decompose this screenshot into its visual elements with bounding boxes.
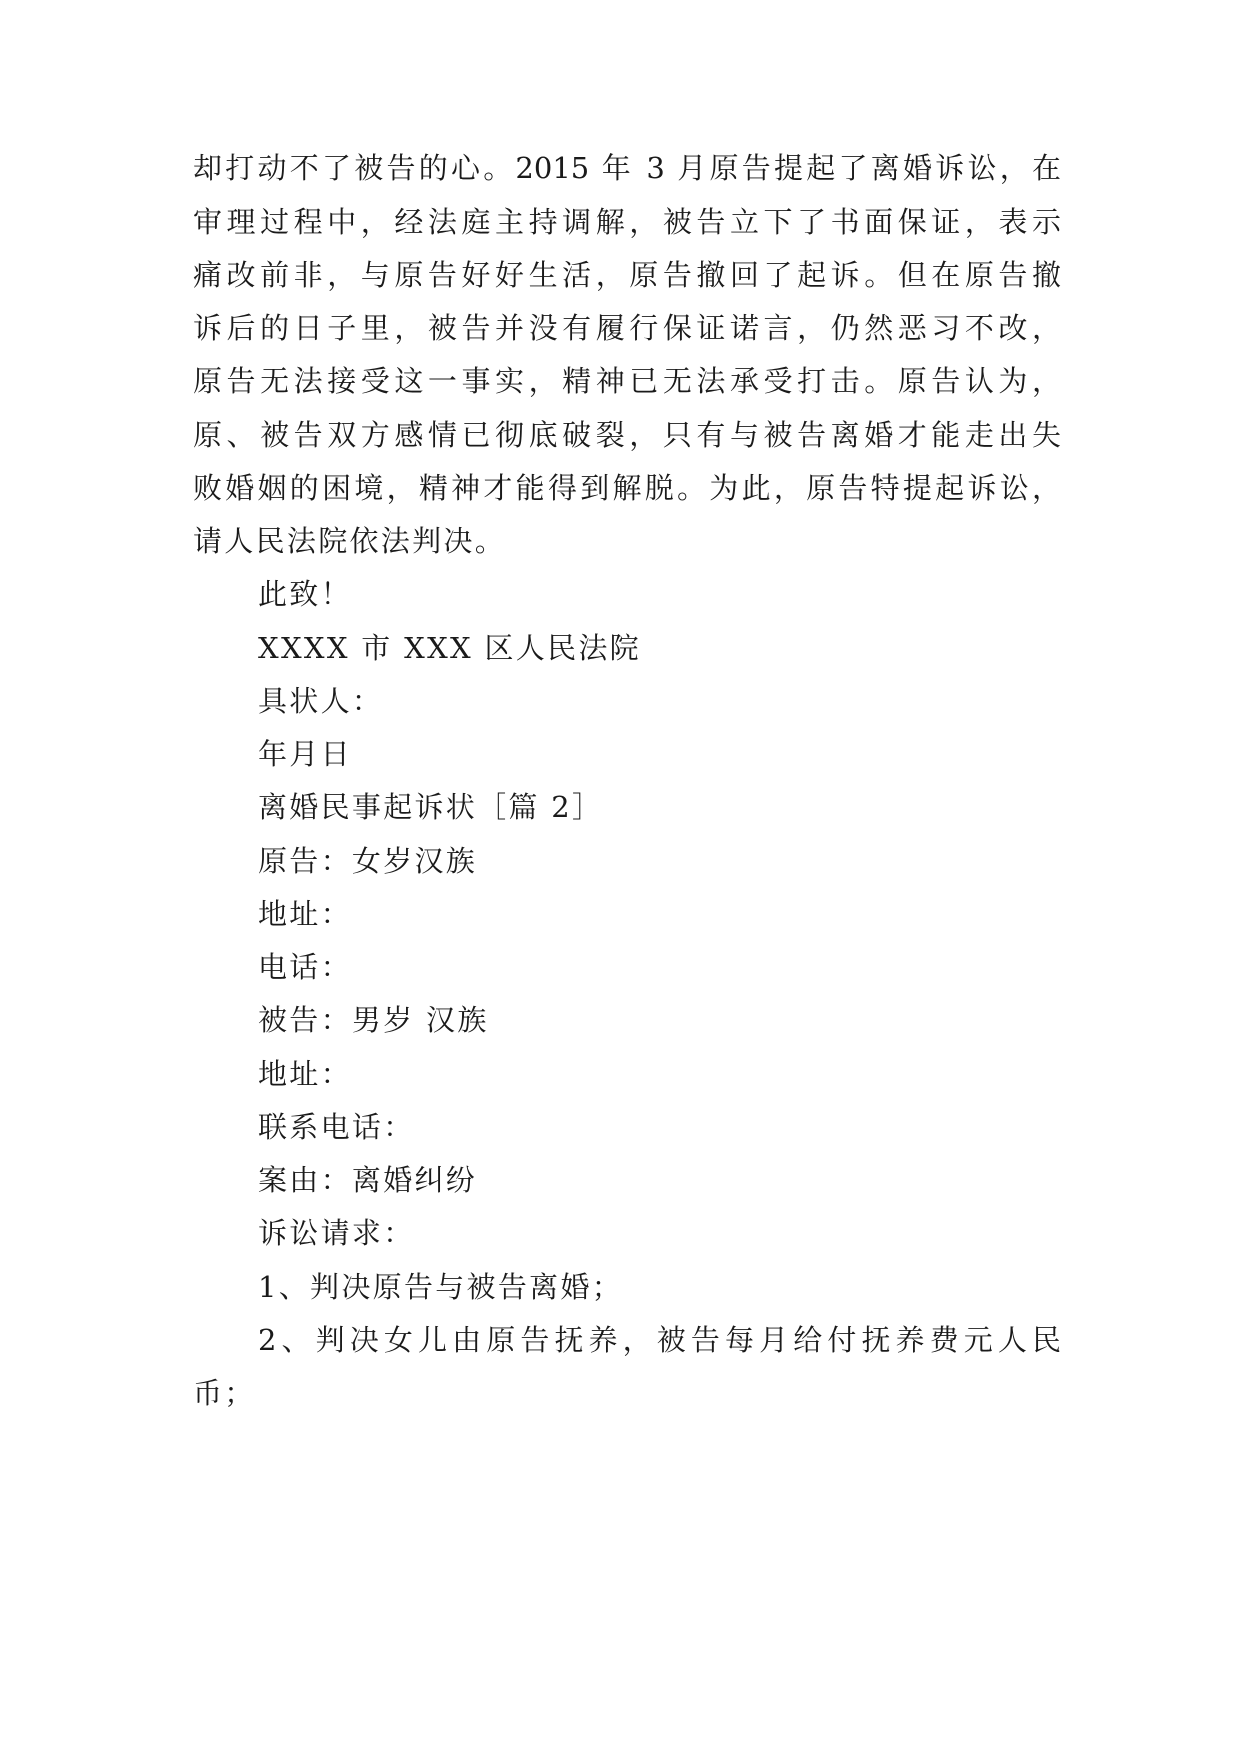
defendant-address: 地址： <box>258 1057 352 1091</box>
defendant-line: 被告：男岁 汉族 <box>258 1003 489 1037</box>
body-line: 请人民法院依法判决。 <box>193 524 507 558</box>
body-line: 却打动不了被告的心。2015 年 3 月原告提起了离婚诉讼，在 <box>193 151 1061 185</box>
claims-heading: 诉讼请求： <box>258 1216 415 1250</box>
defendant-phone: 联系电话： <box>258 1110 415 1144</box>
plaintiff-address: 地址： <box>258 897 352 931</box>
body-line: 原、被告双方感情已彻底破裂，只有与被告离婚才能走出失 <box>193 418 1061 452</box>
claim-item-2: 2、判决女儿由原告抚养，被告每月给付抚养费元人民 <box>258 1323 1061 1357</box>
body-line: 痛改前非，与原告好好生活，原告撤回了起诉。但在原告撤 <box>193 258 1061 292</box>
section-title: 离婚民事起诉状［篇 2］ <box>258 790 604 824</box>
cause-line: 案由：离婚纠纷 <box>258 1163 478 1197</box>
signer-label: 具状人： <box>258 684 384 718</box>
claim-item-1: 1、判决原告与被告离婚； <box>258 1270 624 1304</box>
court-name: XXXX 市 XXX 区人民法院 <box>258 631 641 665</box>
body-line: 审理过程中，经法庭主持调解，被告立下了书面保证，表示 <box>193 205 1061 239</box>
salutation: 此致！ <box>258 577 352 611</box>
plaintiff-phone: 电话： <box>258 950 352 984</box>
body-line: 原告无法接受这一事实，精神已无法承受打击。原告认为， <box>193 364 1061 398</box>
plaintiff-line: 原告：女岁汉族 <box>258 844 478 878</box>
body-line: 诉后的日子里，被告并没有履行保证诺言，仍然恶习不改， <box>193 311 1061 345</box>
claim-item-2-continued: 币； <box>193 1376 256 1410</box>
body-line: 败婚姻的困境，精神才能得到解脱。为此，原告特提起诉讼， <box>193 471 1061 505</box>
date-line: 年月日 <box>258 737 352 771</box>
